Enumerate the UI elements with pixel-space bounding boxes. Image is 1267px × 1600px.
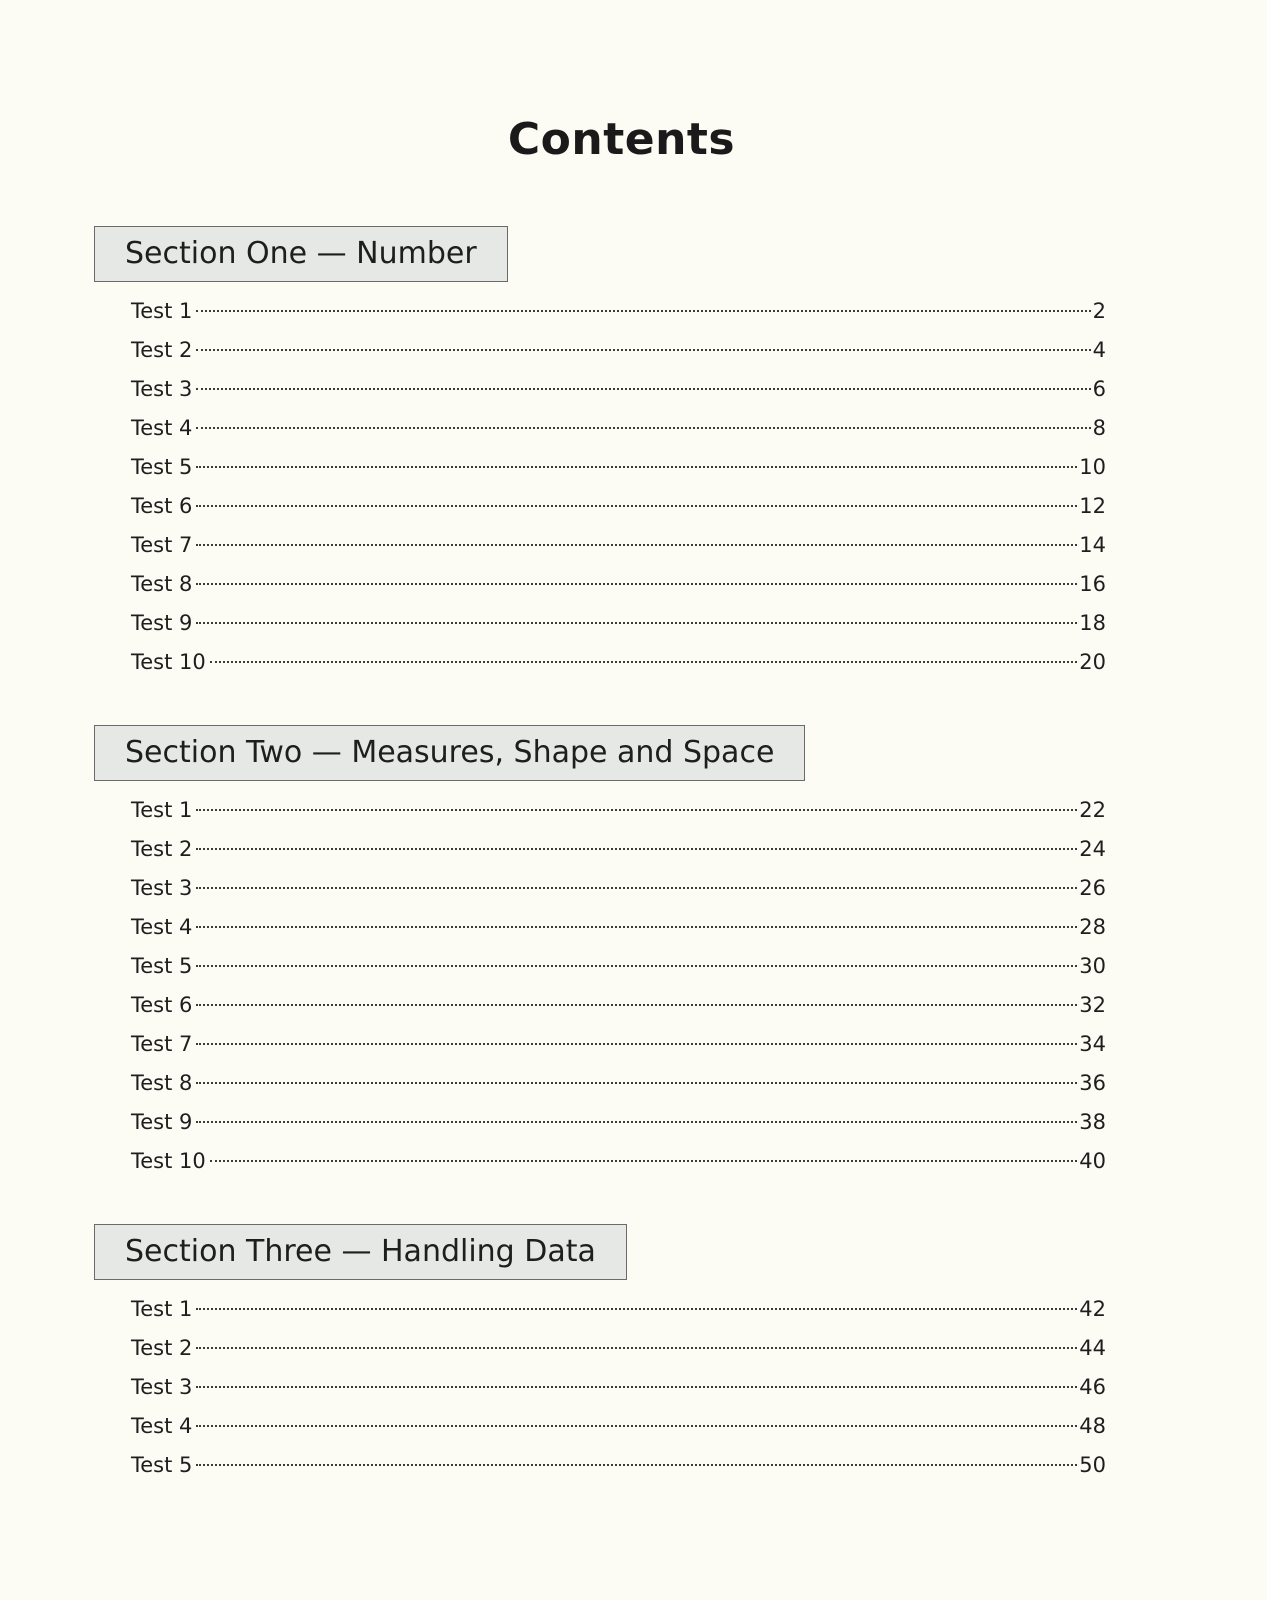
toc-entry[interactable] bbox=[131, 565, 1106, 604]
entry-page-number: 42 bbox=[1079, 1297, 1106, 1321]
entry-page-number: 6 bbox=[1092, 377, 1106, 401]
section-two-entries bbox=[131, 791, 1106, 1181]
toc-entry[interactable] bbox=[131, 1329, 1106, 1368]
entry-label: Test 8 bbox=[131, 1071, 193, 1095]
entry-page-number: 44 bbox=[1079, 1336, 1106, 1360]
toc-entry[interactable] bbox=[131, 1103, 1106, 1142]
section-heading: Section One — Number bbox=[94, 226, 508, 282]
toc-entry[interactable] bbox=[131, 1290, 1106, 1329]
entry-label: Test 2 bbox=[131, 837, 193, 861]
dot-leader bbox=[196, 1082, 1077, 1084]
entry-page-number: 12 bbox=[1079, 494, 1106, 518]
entry-page-number: 22 bbox=[1079, 798, 1106, 822]
entry-page-number: 16 bbox=[1079, 572, 1106, 596]
dot-leader bbox=[196, 848, 1077, 850]
dot-leader bbox=[196, 809, 1077, 811]
entry-label: Test 1 bbox=[131, 798, 193, 822]
entry-label: Test 7 bbox=[131, 1032, 193, 1056]
toc-entry[interactable] bbox=[131, 830, 1106, 869]
entry-label: Test 3 bbox=[131, 876, 193, 900]
entry-label: Test 1 bbox=[131, 299, 193, 323]
toc-entry[interactable] bbox=[131, 869, 1106, 908]
toc-entry[interactable] bbox=[131, 487, 1106, 526]
toc-entry[interactable] bbox=[131, 448, 1106, 487]
entry-page-number: 28 bbox=[1079, 915, 1106, 939]
dot-leader bbox=[196, 1043, 1077, 1045]
entry-label: Test 2 bbox=[131, 1336, 193, 1360]
dot-leader bbox=[196, 1308, 1077, 1310]
entry-label: Test 9 bbox=[131, 1110, 193, 1134]
dot-leader bbox=[196, 427, 1090, 429]
entry-page-number: 8 bbox=[1092, 416, 1106, 440]
toc-entry[interactable] bbox=[131, 791, 1106, 830]
entry-page-number: 34 bbox=[1079, 1032, 1106, 1056]
entry-page-number: 18 bbox=[1079, 611, 1106, 635]
toc-entry[interactable] bbox=[131, 643, 1106, 682]
toc-entry[interactable] bbox=[131, 370, 1106, 409]
entry-page-number: 2 bbox=[1092, 299, 1106, 323]
dot-leader bbox=[196, 926, 1077, 928]
entry-page-number: 50 bbox=[1079, 1453, 1106, 1477]
toc-entry[interactable] bbox=[131, 986, 1106, 1025]
entry-label: Test 8 bbox=[131, 572, 193, 596]
entry-label: Test 5 bbox=[131, 954, 193, 978]
dot-leader bbox=[196, 1004, 1077, 1006]
dot-leader bbox=[196, 466, 1077, 468]
toc-entry[interactable] bbox=[131, 604, 1106, 643]
toc-entry[interactable] bbox=[131, 1142, 1106, 1181]
section-one-entries bbox=[131, 292, 1106, 682]
toc-entry[interactable] bbox=[131, 1407, 1106, 1446]
dot-leader bbox=[196, 887, 1077, 889]
toc-entry[interactable] bbox=[131, 1446, 1106, 1485]
dot-leader bbox=[196, 388, 1090, 390]
dot-leader bbox=[196, 1464, 1077, 1466]
entry-label: Test 4 bbox=[131, 915, 193, 939]
entry-label: Test 7 bbox=[131, 533, 193, 557]
entry-page-number: 48 bbox=[1079, 1414, 1106, 1438]
entry-label: Test 1 bbox=[131, 1297, 193, 1321]
entry-label: Test 3 bbox=[131, 1375, 193, 1399]
entry-label: Test 4 bbox=[131, 1414, 193, 1438]
entry-label: Test 6 bbox=[131, 993, 193, 1017]
section-three-entries bbox=[131, 1290, 1106, 1485]
entry-page-number: 14 bbox=[1079, 533, 1106, 557]
entry-label: Test 6 bbox=[131, 494, 193, 518]
toc-entry[interactable] bbox=[131, 947, 1106, 986]
entry-label: Test 5 bbox=[131, 1453, 193, 1477]
entry-page-number: 4 bbox=[1092, 338, 1106, 362]
entry-page-number: 30 bbox=[1079, 954, 1106, 978]
dot-leader bbox=[210, 1160, 1078, 1162]
dot-leader bbox=[196, 1425, 1077, 1427]
entry-label: Test 5 bbox=[131, 455, 193, 479]
entry-label: Test 4 bbox=[131, 416, 193, 440]
entry-page-number: 36 bbox=[1079, 1071, 1106, 1095]
dot-leader bbox=[196, 505, 1077, 507]
dot-leader bbox=[196, 1347, 1077, 1349]
entry-label: Test 2 bbox=[131, 338, 193, 362]
dot-leader bbox=[196, 622, 1077, 624]
dot-leader bbox=[196, 310, 1090, 312]
entry-page-number: 32 bbox=[1079, 993, 1106, 1017]
dot-leader bbox=[196, 349, 1090, 351]
dot-leader bbox=[196, 1121, 1077, 1123]
entry-page-number: 38 bbox=[1079, 1110, 1106, 1134]
entry-page-number: 46 bbox=[1079, 1375, 1106, 1399]
section-heading: Section Three — Handling Data bbox=[94, 1224, 627, 1280]
dot-leader bbox=[196, 1386, 1077, 1388]
toc-entry[interactable] bbox=[131, 1064, 1106, 1103]
toc-entry[interactable] bbox=[131, 526, 1106, 565]
entry-label: Test 9 bbox=[131, 611, 193, 635]
toc-entry[interactable] bbox=[131, 908, 1106, 947]
toc-entry[interactable] bbox=[131, 1368, 1106, 1407]
toc-entry[interactable] bbox=[131, 1025, 1106, 1064]
entry-label: Test 3 bbox=[131, 377, 193, 401]
toc-entry[interactable] bbox=[131, 331, 1106, 370]
toc-entry[interactable] bbox=[131, 409, 1106, 448]
entry-page-number: 10 bbox=[1079, 455, 1106, 479]
entry-page-number: 26 bbox=[1079, 876, 1106, 900]
dot-leader bbox=[196, 583, 1077, 585]
section-heading: Section Two — Measures, Shape and Space bbox=[94, 725, 805, 781]
toc-entry[interactable] bbox=[131, 292, 1106, 331]
dot-leader bbox=[196, 965, 1077, 967]
entry-page-number: 24 bbox=[1079, 837, 1106, 861]
page-title: Contents bbox=[507, 114, 736, 165]
entry-label: Test 10 bbox=[131, 650, 206, 674]
entry-page-number: 40 bbox=[1079, 1149, 1106, 1173]
dot-leader bbox=[210, 661, 1078, 663]
entry-page-number: 20 bbox=[1079, 650, 1106, 674]
dot-leader bbox=[196, 544, 1077, 546]
entry-label: Test 10 bbox=[131, 1149, 206, 1173]
